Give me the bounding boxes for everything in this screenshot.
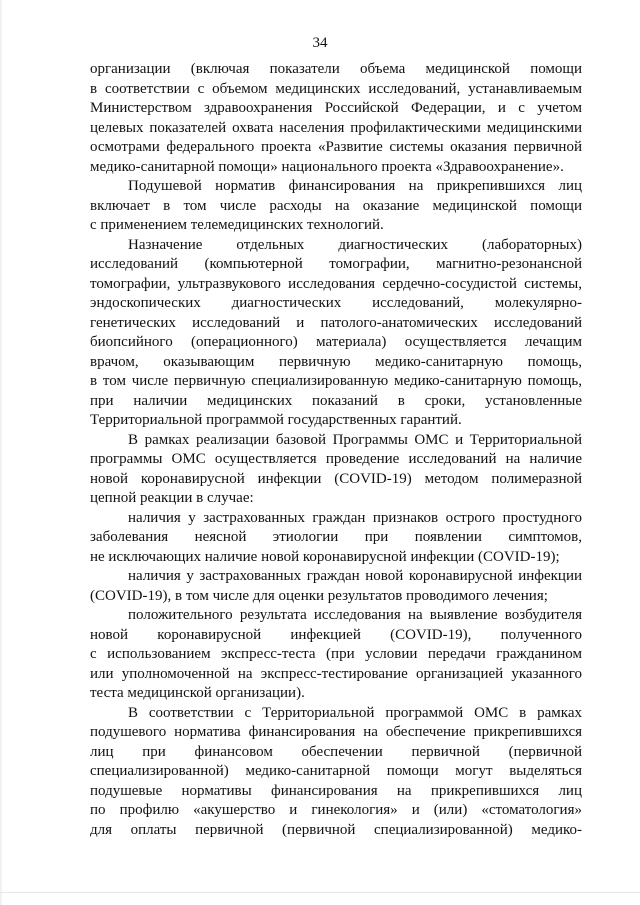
text-line: не исключающих наличие новой коронавирусной инфекции (COVID-19); — [90, 548, 560, 565]
text-line: в том числе первичную специализированную медико-санитарную помощь, — [90, 373, 582, 389]
document-body — [90, 60, 582, 840]
text-line: подушевые нормативы финансирования на прикрепившихся лиц — [90, 782, 582, 799]
text-line: целевых показателей охвата населения профилактическими медицинскими — [90, 119, 582, 136]
scan-left-edge — [0, 0, 2, 905]
paragraph-diagnostic-studies — [90, 236, 582, 431]
text-line: врачом, оказывающим первичную медико-санитарную помощь, — [90, 353, 582, 370]
text-line: теста медицинской организации). — [90, 685, 305, 701]
text-line: новой коронавирусной инфекции (COVID-19) методом полимеразной — [90, 470, 582, 487]
text-line: (COVID-19), в том числе для оценки результатов проводимого лечения; — [90, 587, 548, 604]
text-line: новой коронавирусной инфекцией (COVID-19), полученного — [90, 626, 582, 643]
text-line: томографии, ультразвукового исследования сердечно-сосудистой системы, — [90, 275, 582, 292]
text-line: с использованием экспресс-теста (при условии передачи гражданином — [90, 646, 582, 662]
text-line: Территориальной программой государственных гарантий. — [90, 412, 462, 428]
paragraph-per-capita-norms — [90, 704, 582, 841]
text-line: лиц при финансовом обеспечении первичной (первичной — [90, 743, 582, 760]
text-line: положительного результата исследования на выявление возбудителя — [128, 607, 582, 623]
text-line: цепной реакции в случае: — [90, 490, 254, 506]
text-line: подушевого норматива финансирования на обеспечение прикрепившихся — [90, 724, 582, 740]
text-line: исследований (компьютерной томографии, магнитно-резонансной — [90, 256, 582, 272]
paragraph-telemedicine — [90, 177, 582, 236]
text-line: Министерством здравоохранения Российской Федерации, и с учетом — [90, 100, 582, 116]
paragraph-case-express-test — [90, 606, 582, 704]
text-line: или уполномоченной на экспресс-тестирование организацией указанного — [90, 665, 582, 682]
text-line: Подушевой норматив финансирования на прикрепившихся лиц — [128, 178, 582, 194]
paragraph-continuation — [90, 60, 582, 177]
text-line: для оплаты первичной (первичной специализированной) медико- — [90, 821, 582, 838]
text-line: программы ОМС осуществляется проведение исследований на наличие — [90, 451, 582, 467]
text-line: В соответствии с Территориальной программой ОМС в рамках — [128, 704, 582, 721]
text-line: наличия у застрахованных граждан новой коронавирусной инфекции — [128, 568, 582, 584]
text-line: В рамках реализации базовой Программы ОМС и Территориальной — [128, 431, 582, 448]
text-line: Назначение отдельных диагностических (лабораторных) — [128, 236, 582, 253]
paragraph-case-symptoms — [90, 509, 582, 568]
text-line: по профилю «акушерство и гинекология» и (или) «стоматология» — [90, 802, 582, 818]
text-line: организации (включая показатели объема медицинской помощи — [90, 61, 582, 77]
text-line: медико-санитарной помощи» национального проекта «Здравоохранение». — [90, 158, 564, 175]
paragraph-case-infection — [90, 567, 582, 606]
text-line: с применением телемедицинских технологий. — [90, 217, 384, 233]
text-line: генетических исследований и патолого-анатомических исследований — [90, 314, 582, 331]
text-line: при наличии медицинских показаний в сроки, установленные — [90, 392, 582, 409]
text-line: в соответствии с объемом медицинских исследований, устанавливаемым — [90, 80, 582, 97]
text-line: заболевания неясной этиологии при появлении симптомов, — [90, 529, 582, 545]
text-line: специализированной) медико-санитарной помощи могут выделяться — [90, 763, 582, 779]
paragraph-covid-testing — [90, 431, 582, 509]
page-number: 34 — [312, 35, 328, 51]
text-line: эндоскопических диагностических исследований, молекулярно- — [90, 295, 582, 311]
text-line: включает в том числе расходы на оказание медицинской помощи — [90, 197, 582, 214]
text-line: наличия у застрахованных граждан признаков острого простудного — [128, 509, 582, 526]
text-line: осмотрами федерального проекта «Развитие системы оказания первичной — [90, 139, 582, 155]
scan-bottom-edge — [0, 892, 640, 893]
text-line: биопсийного (операционного) материала) осуществляется лечащим — [90, 334, 582, 350]
